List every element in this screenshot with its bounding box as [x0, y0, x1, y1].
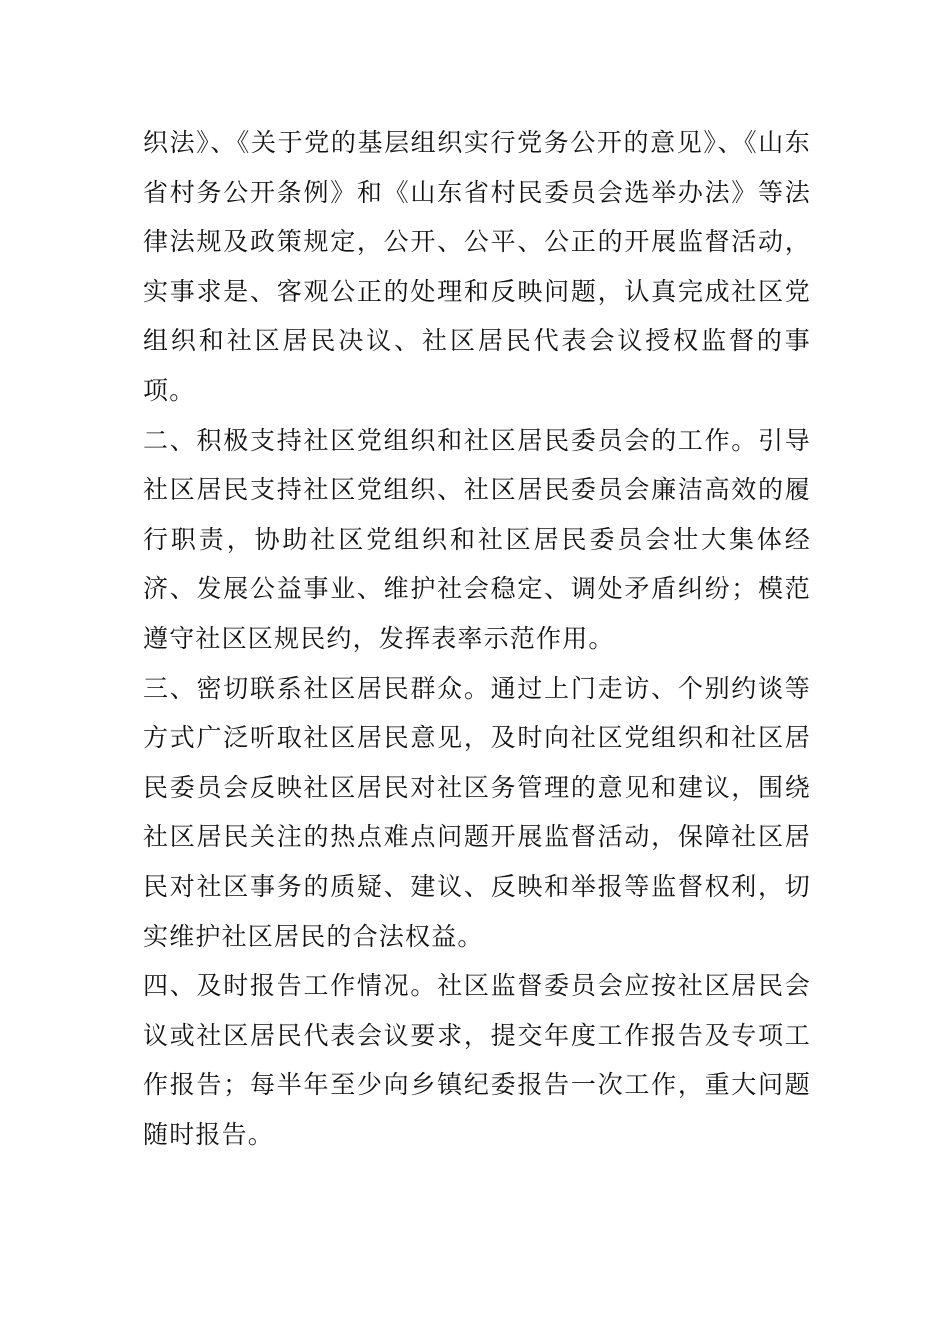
paragraph-item-2: 二、积极支持社区党组织和社区居民委员会的工作。引导社区居民支持社区党组织、社区居民委员会廉洁高效的履行职责，协助社区党组织和社区居民委员会壮大集体经济、发展公益事业、维护社会稳定、调处矛盾纠纷；模范遵守社区区规民约，发挥表率示范作用。	[143, 425, 811, 653]
document-body	[143, 118, 811, 1159]
paragraph-item-4: 四、及时报告工作情况。社区监督委员会应按社区居民会议或社区居民代表会议要求，提交年度工作报告及专项工作报告；每半年至少向乡镇纪委报告一次工作，重大问题随时报告。	[143, 971, 811, 1149]
paragraph-item-3: 三、密切联系社区居民群众。通过上门走访、个别约谈等方式广泛听取社区居民意见，及时向社区党组织和社区居民委员会反映社区居民对社区务管理的意见和建议，围绕社区居民关注的热点难点问题开展监督活动，保障社区居民对社区事务的质疑、建议、反映和举报等监督权利，切实维护社区居民的合法权益。	[143, 673, 811, 951]
paragraph-continuation: 织法》、《关于党的基层组织实行党务公开的意见》、《山东省村务公开条例》和《山东省村民委员会选举办法》等法律法规及政策规定，公开、公平、公正的开展监督活动，实事求是、客观公正的处理和反映问题，认真完成社区党组织和社区居民决议、社区居民代表会议授权监督的事项。	[143, 128, 811, 405]
